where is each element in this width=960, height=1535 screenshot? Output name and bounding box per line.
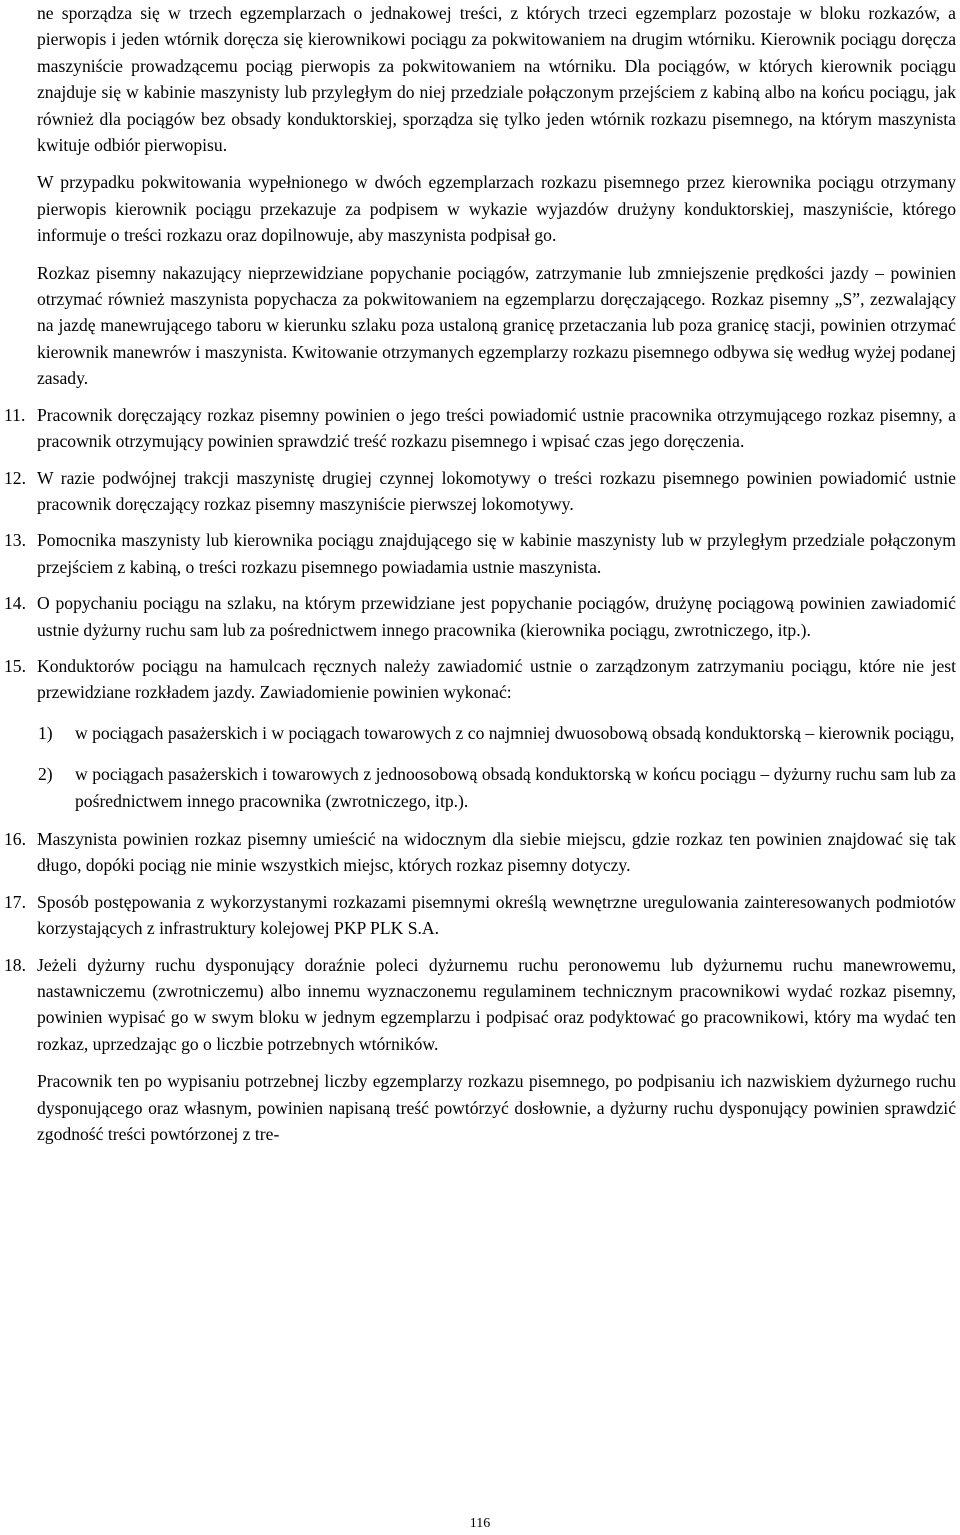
paragraph-continuation: ne sporządza się w trzech egzemplarzach o jednakowej treści, z których trzeci egzemplarz pozostaje w bloku rozkazów, a pierwopis i jeden wtórnik doręcza się kierownikowi pociągu za pokwitowaniem na drugim wtórniku. Kierownik pociągu doręcza maszyniście prowadzącemu pociąg pierwopis za pokwitowaniem na wtórniku. Dla pociągów, w których kierownik pociągu znajduje się w kabinie maszynisty lub przyległym do niej przedziale połączonym przejściem z kabiną albo na końcu pociągu, jak również dla pociągów bez obsady konduktorskiej, sporządza się tylko jeden wtórnik rozkazu pisemnego, na którym maszynista kwituje odbiór pierwopisu. bbox=[37, 3, 956, 156]
item-number: 12. bbox=[4, 467, 26, 488]
item-text: Sposób postępowania z wykorzystanymi rozkazami pisemnymi określą wewnętrzne uregulowania zainteresowanych podmiotów korzystających z infrastruktury kolejowej PKP PLK S.A. bbox=[37, 891, 956, 939]
item-text: W razie podwójnej trakcji maszynistę drugiej czynnej lokomotywy o treści rozkazu pisemnego powinien powiadomić ustnie pracownik doręczający rozkaz pisemny maszyniście pierwszej lokomotywy. bbox=[37, 467, 956, 514]
item-number: 13. bbox=[4, 530, 26, 551]
item-text: Konduktorów pociągu na hamulcach ręcznych należy zawiadomić ustnie o zarządzonym zatrzymaniu pociągu, które nie jest przewidziane rozkładem jazdy. Zawiadomienie powinien wykonać: bbox=[37, 655, 956, 703]
item-number: 11. bbox=[4, 404, 26, 425]
item-text: Pracownik doręczający rozkaz pisemny powinien o jego treści powiadomić ustnie pracownika otrzymującego rozkaz pisemny, a pracownik otrzymujący powinien sprawdzić treść rozkazu pisemnego i wpisać czas jego doręczenia. bbox=[37, 404, 956, 452]
page-number: 116 bbox=[469, 1516, 491, 1531]
item-text: Maszynista powinien rozkaz pisemny umieścić na widocznym dla siebie miejscu, gdzie rozkaz ten powinien znajdować się tak długo, dopóki pociąg nie minie wszystkich miejsc, których rozkaz pisemny dotyczy. bbox=[37, 828, 956, 876]
sub-item-number: 1) bbox=[38, 722, 53, 743]
list-item bbox=[4, 653, 956, 706]
list-item bbox=[4, 826, 956, 879]
paragraph-pushing-order: Rozkaz pisemny nakazujący nieprzewidziane popychanie pociągów, zatrzymanie lub zmniejszenie prędkości jazdy – powinien otrzymać również maszynista popychacza za pokwitowaniem na egzemplarzu doręczającego. Rozkaz pisemny „S”, zezwalający na jazdę manewrującego taboru w kierunku szlaku poza ustaloną granicę przetaczania lub poza granicę stacji, powinien otrzymać kierownik manewrów i maszynista. Kwitowanie otrzymanych egzemplarzy rozkazu pisemnego odbywa się według wyżej podanej zasady. bbox=[37, 262, 956, 389]
item-text: Pomocnika maszynisty lub kierownika pociągu znajdującego się w kabinie maszynisty lub w przyległym przedziale połączonym przejściem z kabiną, o treści rozkazu pisemnego powiadamia ustnie maszynista. bbox=[37, 530, 956, 577]
item-text: Jeżeli dyżurny ruchu dysponujący doraźnie poleci dyżurnemu ruchu peronowemu lub dyżurnemu ruchu manewrowemu, nastawniczemu (zwrotniczemu) albo innemu wyznaczonemu regulaminem technicznym pracownikowi wydać rozkaz pisemny, powinien wypisać go w swym bloku w jednym egzemplarzu i podpisać oraz podyktować go pracownikowi, który ma wydać ten rozkaz, uprzedzając go o liczbie potrzebnych wtórników. bbox=[37, 954, 956, 1054]
list-item bbox=[4, 402, 956, 455]
item-text: O popychaniu pociągu na szlaku, na którym przewidziane jest popychanie pociągów, drużynę pociągową powinien zawiadomić ustnie dyżurny ruchu sam lub za pośrednictwem innego pracownika (kierownika pociągu, zwrotniczego, itp.). bbox=[37, 593, 956, 640]
sub-list-item bbox=[37, 720, 956, 746]
sub-item-text: w pociągach pasażerskich i towarowych z jednoosobową obsadą konduktorską w końcu pociągu – dyżurny ruchu sam lub za pośrednictwem innego pracownika (zwrotniczego, itp.). bbox=[75, 764, 956, 811]
paragraph-dictation: Pracownik ten po wypisaniu potrzebnej liczby egzemplarzy rozkazu pisemnego, po podpisaniu ich nazwiskiem dyżurnego ruchu dysponującego oraz własnym, powinien napisaną treść powtórzyć dosłownie, a dyżurny ruchu dysponujący powinien sprawdzić zgodność treści powtórzonej z tre- bbox=[37, 1071, 956, 1145]
list-item bbox=[4, 527, 956, 580]
document-body bbox=[4, 0, 956, 1147]
sub-item-text: w pociągach pasażerskich i w pociągach towarowych z co najmniej dwuosobową obsadą konduktorską – kierownik pociągu, bbox=[75, 722, 955, 743]
sub-list-item bbox=[37, 761, 956, 814]
item-number: 14. bbox=[4, 593, 26, 614]
item-number: 15. bbox=[4, 655, 26, 676]
item-number: 16. bbox=[4, 828, 26, 849]
list-item bbox=[4, 889, 956, 942]
item-number: 17. bbox=[4, 891, 26, 912]
item-number: 18. bbox=[4, 954, 26, 975]
list-item bbox=[4, 590, 956, 643]
list-item bbox=[4, 465, 956, 518]
sub-item-number: 2) bbox=[38, 764, 53, 785]
list-item bbox=[4, 952, 956, 1058]
paragraph-receipt: W przypadku pokwitowania wypełnionego w dwóch egzemplarzach rozkazu pisemnego przez kierownika pociągu otrzymany pierwopis kierownik pociągu przekazuje za podpisem w wykazie wyjazdów drużyny konduktorskiej, maszyniście, którego informuje o treści rozkazu oraz dopilnowuje, aby maszynista podpisał go. bbox=[37, 172, 956, 246]
